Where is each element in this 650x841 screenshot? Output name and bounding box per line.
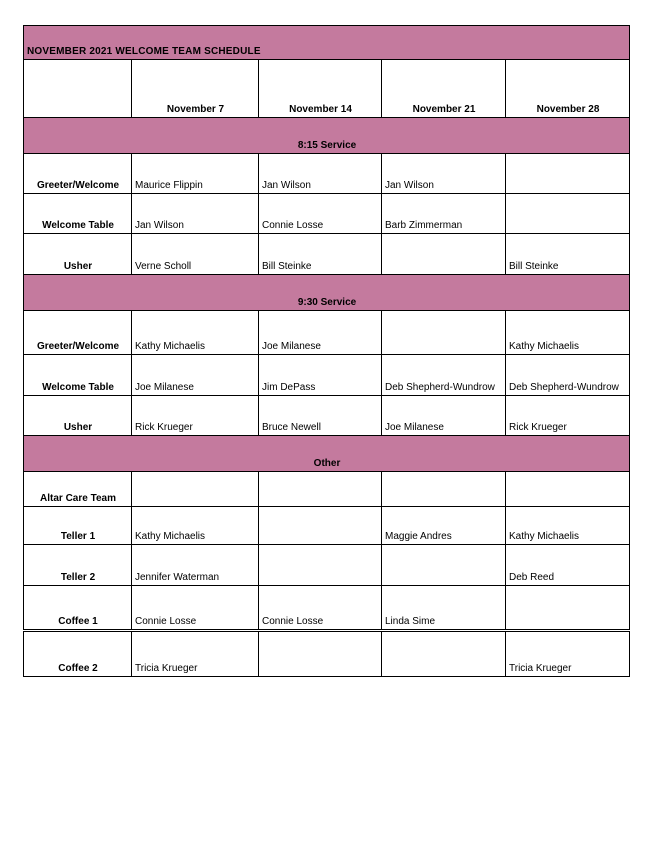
assignment-cell: Rick Krueger	[506, 396, 630, 436]
section-row-815	[24, 118, 630, 154]
assignment-cell	[506, 154, 630, 194]
assignment-cell	[382, 234, 506, 275]
role-label: Altar Care Team	[24, 472, 132, 507]
header-blank-cell	[24, 60, 132, 118]
assignment-cell: Joe Milanese	[382, 396, 506, 436]
assignment-cell: Jan Wilson	[382, 154, 506, 194]
date-header: November 7	[132, 60, 259, 118]
assignment-cell: Joe Milanese	[259, 311, 382, 355]
assignment-cell: Connie Losse	[259, 586, 382, 631]
assignment-cell: Kathy Michaelis	[132, 507, 259, 545]
date-header-row	[24, 60, 630, 118]
assignment-cell: Jan Wilson	[132, 194, 259, 234]
role-label: Coffee 2	[24, 631, 132, 677]
table-row	[24, 154, 630, 194]
assignment-cell	[259, 472, 382, 507]
role-label: Teller 1	[24, 507, 132, 545]
assignment-cell: Bill Steinke	[506, 234, 630, 275]
assignment-cell: Kathy Michaelis	[506, 311, 630, 355]
section-row-930	[24, 275, 630, 311]
role-label: Teller 2	[24, 545, 132, 586]
schedule-title: NOVEMBER 2021 WELCOME TEAM SCHEDULE	[24, 26, 630, 60]
assignment-cell	[132, 472, 259, 507]
table-row	[24, 545, 630, 586]
assignment-cell: Deb Shepherd-Wundrow	[382, 355, 506, 396]
assignment-cell	[259, 631, 382, 677]
assignment-cell	[506, 472, 630, 507]
table-row	[24, 194, 630, 234]
assignment-cell: Verne Scholl	[132, 234, 259, 275]
assignment-cell	[259, 545, 382, 586]
role-label: Coffee 1	[24, 586, 132, 631]
date-header: November 21	[382, 60, 506, 118]
assignment-cell	[259, 507, 382, 545]
title-row	[24, 26, 630, 60]
table-row	[24, 586, 630, 631]
role-label: Welcome Table	[24, 355, 132, 396]
role-label: Usher	[24, 234, 132, 275]
assignment-cell: Connie Losse	[259, 194, 382, 234]
assignment-cell: Joe Milanese	[132, 355, 259, 396]
assignment-cell	[382, 545, 506, 586]
section-title: 8:15 Service	[24, 118, 630, 154]
assignment-cell: Maurice Flippin	[132, 154, 259, 194]
assignment-cell: Bruce Newell	[259, 396, 382, 436]
assignment-cell	[506, 586, 630, 631]
date-header: November 14	[259, 60, 382, 118]
assignment-cell: Tricia Krueger	[506, 631, 630, 677]
assignment-cell: Connie Losse	[132, 586, 259, 631]
assignment-cell: Maggie Andres	[382, 507, 506, 545]
table-row	[24, 234, 630, 275]
table-row	[24, 472, 630, 507]
assignment-cell: Kathy Michaelis	[506, 507, 630, 545]
assignment-cell: Linda Sime	[382, 586, 506, 631]
section-title: 9:30 Service	[24, 275, 630, 311]
role-label: Greeter/Welcome	[24, 154, 132, 194]
table-row	[24, 311, 630, 355]
section-row-other	[24, 436, 630, 472]
assignment-cell: Kathy Michaelis	[132, 311, 259, 355]
section-title: Other	[24, 436, 630, 472]
assignment-cell: Jennifer Waterman	[132, 545, 259, 586]
assignment-cell: Barb Zimmerman	[382, 194, 506, 234]
assignment-cell	[506, 194, 630, 234]
role-label: Greeter/Welcome	[24, 311, 132, 355]
assignment-cell: Deb Shepherd-Wundrow	[506, 355, 630, 396]
table-row	[24, 507, 630, 545]
date-header: November 28	[506, 60, 630, 118]
role-label: Welcome Table	[24, 194, 132, 234]
table-row	[24, 396, 630, 436]
assignment-cell: Bill Steinke	[259, 234, 382, 275]
table-row	[24, 631, 630, 677]
assignment-cell: Jan Wilson	[259, 154, 382, 194]
assignment-cell: Jim DePass	[259, 355, 382, 396]
assignment-cell	[382, 472, 506, 507]
assignment-cell	[382, 631, 506, 677]
role-label: Usher	[24, 396, 132, 436]
assignment-cell: Tricia Krueger	[132, 631, 259, 677]
schedule-table	[23, 25, 630, 677]
assignment-cell	[382, 311, 506, 355]
assignment-cell: Rick Krueger	[132, 396, 259, 436]
table-row	[24, 355, 630, 396]
assignment-cell: Deb Reed	[506, 545, 630, 586]
